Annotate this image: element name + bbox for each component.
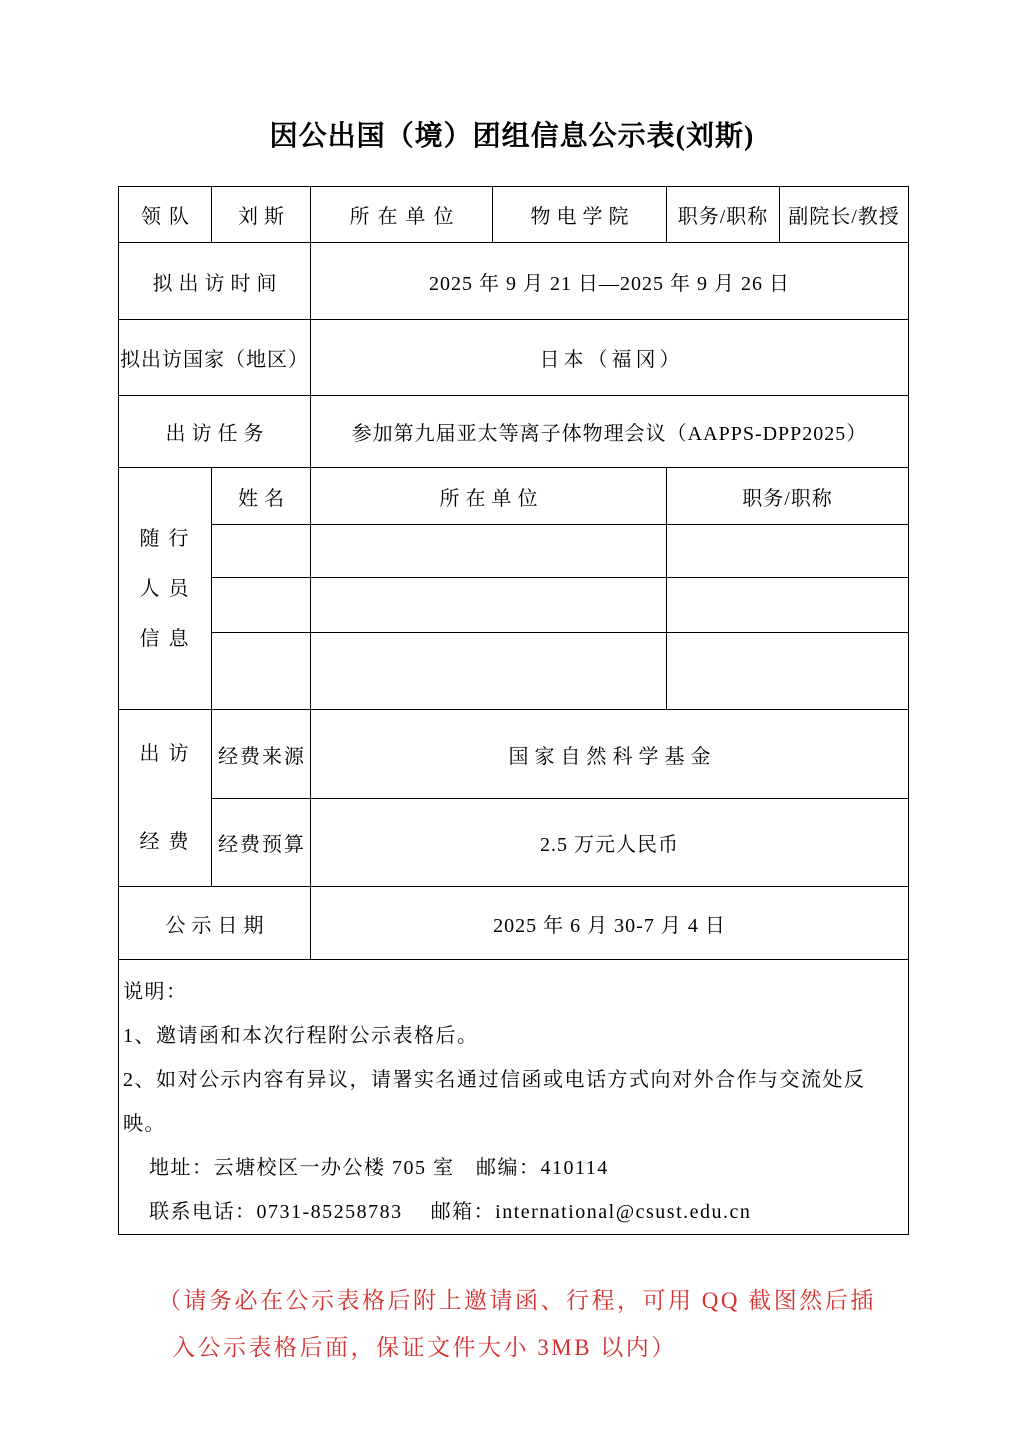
notes-cell xyxy=(119,960,909,1235)
time-value: 2025 年 9 月 21 日—2025 年 9 月 26 日 xyxy=(311,243,909,320)
entourage-row-2 xyxy=(119,578,909,633)
entourage-header-name: 姓名 xyxy=(212,468,311,525)
empty-cell xyxy=(212,633,311,710)
notes-item-2: 2、如对公示内容有异议，请署实名通过信函或电话方式向对外合作与交流处反映。 xyxy=(123,1069,866,1135)
publicity-date-label: 公示日期 xyxy=(119,887,311,960)
red-note-line-2: 入公示表格后面，保证文件大小 3MB 以内） xyxy=(172,1335,677,1360)
entourage-section-label: 随 行 人 员 信 息 xyxy=(119,468,212,710)
funding-budget-value: 2.5 万元人民币 xyxy=(311,799,909,887)
funding-source-value: 国家自然科学基金 xyxy=(311,710,909,799)
task-row xyxy=(119,396,909,468)
leader-unit-label: 所在单位 xyxy=(311,187,493,243)
entourage-header-row xyxy=(119,468,909,525)
page-title: 因公出国（境）团组信息公示表(刘斯) xyxy=(269,121,755,152)
country-value: 日本（福冈） xyxy=(311,320,909,396)
empty-cell xyxy=(311,633,667,710)
publicity-date-row xyxy=(119,887,909,960)
notes-item-1: 1、邀请函和本次行程附公示表格后。 xyxy=(123,1025,479,1047)
time-row xyxy=(119,243,909,320)
empty-cell xyxy=(212,525,311,578)
funding-budget-row xyxy=(119,799,909,887)
entourage-row-3 xyxy=(119,633,909,710)
entourage-row-1 xyxy=(119,525,909,578)
notes-row xyxy=(119,960,909,1235)
red-instruction-note xyxy=(158,1277,1024,1371)
funding-source-row xyxy=(119,710,909,799)
publicity-date-value: 2025 年 6 月 30-7 月 4 日 xyxy=(311,887,909,960)
trip-info-table xyxy=(118,186,909,1235)
notes-address: 地址：云塘校区一办公楼 705 室 邮编：410114 xyxy=(149,1157,609,1179)
notes-contact: 联系电话：0731-85258783 邮箱：international@csust.edu.cn xyxy=(149,1201,752,1223)
empty-cell xyxy=(311,525,667,578)
empty-cell xyxy=(667,578,909,633)
task-label: 出访任务 xyxy=(119,396,311,468)
entourage-header-title: 职务/职称 xyxy=(667,468,909,525)
country-label: 拟出访国家（地区） xyxy=(119,320,311,396)
country-row xyxy=(119,320,909,396)
red-note-line-1: （请务必在公示表格后附上邀请函、行程，可用 QQ 截图然后插 xyxy=(158,1288,876,1313)
funding-source-label: 经费来源 xyxy=(212,710,311,799)
empty-cell xyxy=(667,525,909,578)
empty-cell xyxy=(311,578,667,633)
empty-cell xyxy=(667,633,909,710)
time-label: 拟出访时间 xyxy=(119,243,311,320)
entourage-header-unit: 所在单位 xyxy=(311,468,667,525)
leader-unit-value: 物电学院 xyxy=(493,187,667,243)
task-value: 参加第九届亚太等离子体物理会议（AAPPS-DPP2025） xyxy=(311,396,909,468)
funding-section-label: 出 访 经 费 xyxy=(119,710,212,887)
leader-title-value: 副院长/教授 xyxy=(780,187,909,243)
notes-heading: 说明： xyxy=(123,981,188,1003)
leader-row xyxy=(119,187,909,243)
leader-label: 领队 xyxy=(119,187,212,243)
leader-name: 刘斯 xyxy=(212,187,311,243)
leader-title-label: 职务/职称 xyxy=(667,187,780,243)
empty-cell xyxy=(212,578,311,633)
funding-budget-label: 经费预算 xyxy=(212,799,311,887)
